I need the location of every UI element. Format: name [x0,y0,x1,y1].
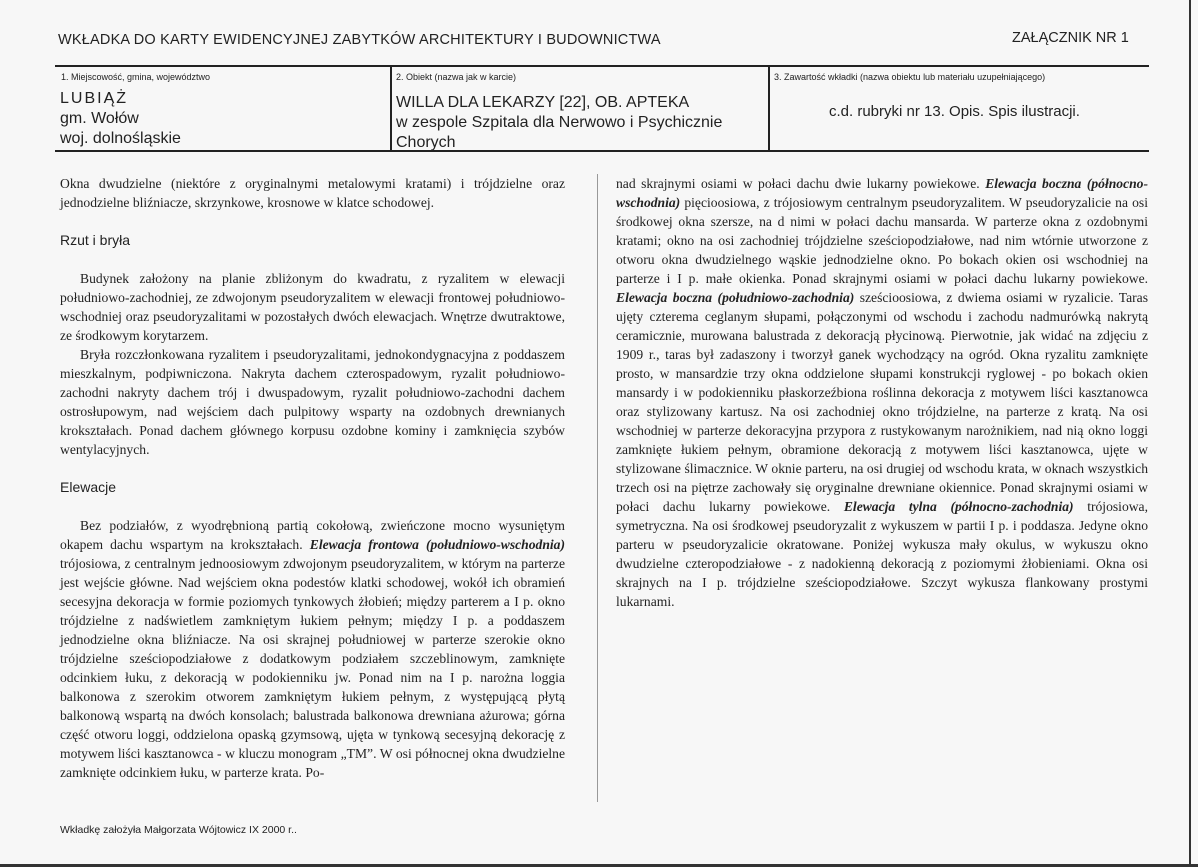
right-column [616,174,1148,611]
object-name-line3: Chorych [396,134,456,151]
footer-note: Wkładkę założyła Małgorzata Wójtowicz IX 2000 r.. [60,824,297,836]
table-divider-2 [768,66,770,151]
continuation-text-2: pięcioosiowa, z trójosiowym centralnym pseudoryzalitem. W pseudoryzalicie na osi środkowej okna szersze, na d nimi w połaci dachu mansarda. W parterze okna z ozdobnymi kratami; okno na osi zachodniej trójdzielne sześciopodziałowe, nad nim wtórnie utworzone z otworu okna dwudzielnego wąskie jednodzielne okno. Po bokach okien osi wschodniej na parterze i I p. małe okienka. Ponad skrajnymi osiami w połaci dachu lukarny powiekowe. [616,195,1148,286]
elevations-continuation [616,174,1148,611]
plan-paragraph-1: Budynek założony na planie zbliżonym do kwadratu, z ryzalitem w elewacji południowo-zachodniej, ze zdwojonym pseudoryzalitem w elewacji frontowej południowo-wschodniej oraz pseudoryzalitami w pozostałych dwóch elewacjach. Wnętrze dwutraktowe, ze środkowym korytarzem. [60,271,565,343]
column-separator [597,174,598,802]
left-column [60,174,565,782]
plan-paragraph-2: Bryła rozczłonkowana ryzalitem i pseudoryzalitami, jednokondygnacyjna z poddaszem mieszkalnym, podpiwniczona. Nakryta dachem czterospadowym, ryzalit południowo-zachodni nakryty dachem trój i dwuspadowym, ryzalit południowo-zachodni dachem ostrosłupowym, nad wejściem dach pulpitowy wsparty na ozdobnych drewnianych krokształach. Ponad dachem głównego korpusu ozdobne kominy i zamknięcia szybów wentylacyjnych. [60,347,565,457]
continuation-text-3: sześcioosiowa, z dwiema osiami w ryzalicie. Taras ujęty czterema ceglanym słupami, połączonymi od wschodu i zachodu nadmurówką nakrytą ceramicznie, murowana balustrada z dekoracją płycinową. Pierwotnie, jak widać na zdjęciu z 1909 r., taras był zadaszony i tworzył ganek wychodzący na ogród. Okna ryzalitu zamknięte prosto, w mansardzie trzy okna oddzielone słupami konstrukcji ryglowej - po bokach okien mansardy i w podokienniku płaskorzeźbiona roślinna dekoracja z motywem liści kasztanowca oraz stylizowany kartusz. Na osi zachodniej okno trójdzielne, na parterze z kratą. Na osi wschodniej w parterze dekoracyjna przypora z rustykowanym narożnikiem, nad nią okno loggi zamknięte łukiem pełnym, obramione dekoracją z motywem liści kasztanowca, ujęte w stylizowane ślimacznice. W oknie parteru, na osi drugiej od wschodu krata, w oknach wszystkich trzech osi na piętrze zachowały się oryginalne drewniane okiennice. Ponad skrajnymi osiami w połaci dachu lukarny powiekowe. [616,290,1148,514]
table-divider-1 [390,66,392,151]
south-west-elevation-term: Elewacja boczna (południowo-zachodnia) [616,290,855,305]
location-commune: gm. Wołów [60,110,139,127]
object-name-line1: WILLA DLA LEKARZY [22], OB. APTEKA [396,94,690,111]
table-top-rule [55,65,1149,67]
document-title: WKŁADKA DO KARTY EWIDENCYJNEJ ZABYTKÓW ARCHITEKTURY I BUDOWNICTWA [58,32,661,48]
elevations-paragraph [60,516,565,782]
annex-number: ZAŁĄCZNIK NR 1 [1012,30,1129,46]
location-caption: 1. Miejscowość, gmina, województwo [61,72,211,82]
front-elevation-term: Elewacja frontowa (południowo-wschodnia) [309,537,565,552]
continuation-text-4: trójosiowa, symetryczna. Na osi środkowej pseudoryzalit z wykuszem w partii I p. i poddasza. Jedyne okno parteru w pseudoryzalicie okratowane. Poniżej wykusza mały okulus, w wykuszu okno dwudzielne czteropodziałowe - z nadokienną dekoracją z poziomymi żłobieniami. Okna osi skrajnych na I p. trójdzielne sześciopodziałowe. Szczyt wykusza flankowany prostymi lukarnami. [616,499,1148,609]
section-heading-plan: Rzut i bryła [60,232,131,248]
rear-elevation-term: Elewacja tylna (północno-zachodnia) [843,499,1074,514]
object-caption: 2. Obiekt (nazwa jak w karcie) [396,72,517,82]
intro-paragraph: Okna dwudzielne (niektóre z oryginalnymi metalowymi kratami) i trójdzielne oraz jednodzielne bliźniacze, skrzynkowe, krosnowe w klatce schodowej. [60,176,565,210]
table-bottom-rule [55,150,1149,152]
page-frame-right [1189,0,1191,867]
elevations-text-a: Bez podziałów, z wyodrębnioną partią cokołową, zwieńczone mocno wysuniętym okapem dachu wspartym na krokształach. [60,518,565,552]
north-east-elevation-term: Elewacja boczna (północno-wschodnia) [616,176,1149,210]
object-name-line2: w zespole Szpitala dla Nerwowo i Psychicznie [396,114,723,131]
location-town: LUBIĄŻ [60,90,129,107]
location-province: woj. dolnośląskie [60,130,181,147]
continuation-text-1: nad skrajnymi osiami w połaci dachu dwie lukarny powiekowe. [616,176,980,191]
section-heading-elevations: Elewacje [60,479,117,495]
content-value: c.d. rubryki nr 13. Opis. Spis ilustracji. [829,103,1080,120]
content-caption: 3. Zawartość wkładki (nazwa obiektu lub materiału uzupełniającego) [774,72,1046,82]
elevations-text-b: trójosiowa, z centralnym jednoosiowym zdwojonym pseudoryzalitem, w którym na parterze jest wejście główne. Nad wejściem okna podestów klatki schodowej, wokół ich obramień secesyjna dekoracja w formie poziomych tynkowych żłobień; między parterem a I p. okno trójdzielne z nadświetlem zamkniętym łukiem pełnym; między I p. a poddaszem jednodzielne okna bliźniacze. Na osi skrajnej południowej w parterze szerokie okno trójdzielne sześciopodziałowe z dodatkowym podziałem szczeblinowym, zamknięte odcinkiem łuku, z dekoracją w podokienniku jw. Ponad nim na I p. narożna loggia balkonowa z szerokim otworem zamkniętym łukiem pełnym, z występującą płytą balkonową wspartą na dwóch konsolach; balustrada balkonowa drewniana ażurowa; górna część otworu loggi, oddzielona opaską gzymsową, ujęta w tynkową secesyjną dekorację z motywem liści kasztanowca - w kluczu monogram „TM”. W osi północnej okna dwudzielne zamknięte odcinkiem łuku, w parterze krata. Po- [60,556,565,780]
